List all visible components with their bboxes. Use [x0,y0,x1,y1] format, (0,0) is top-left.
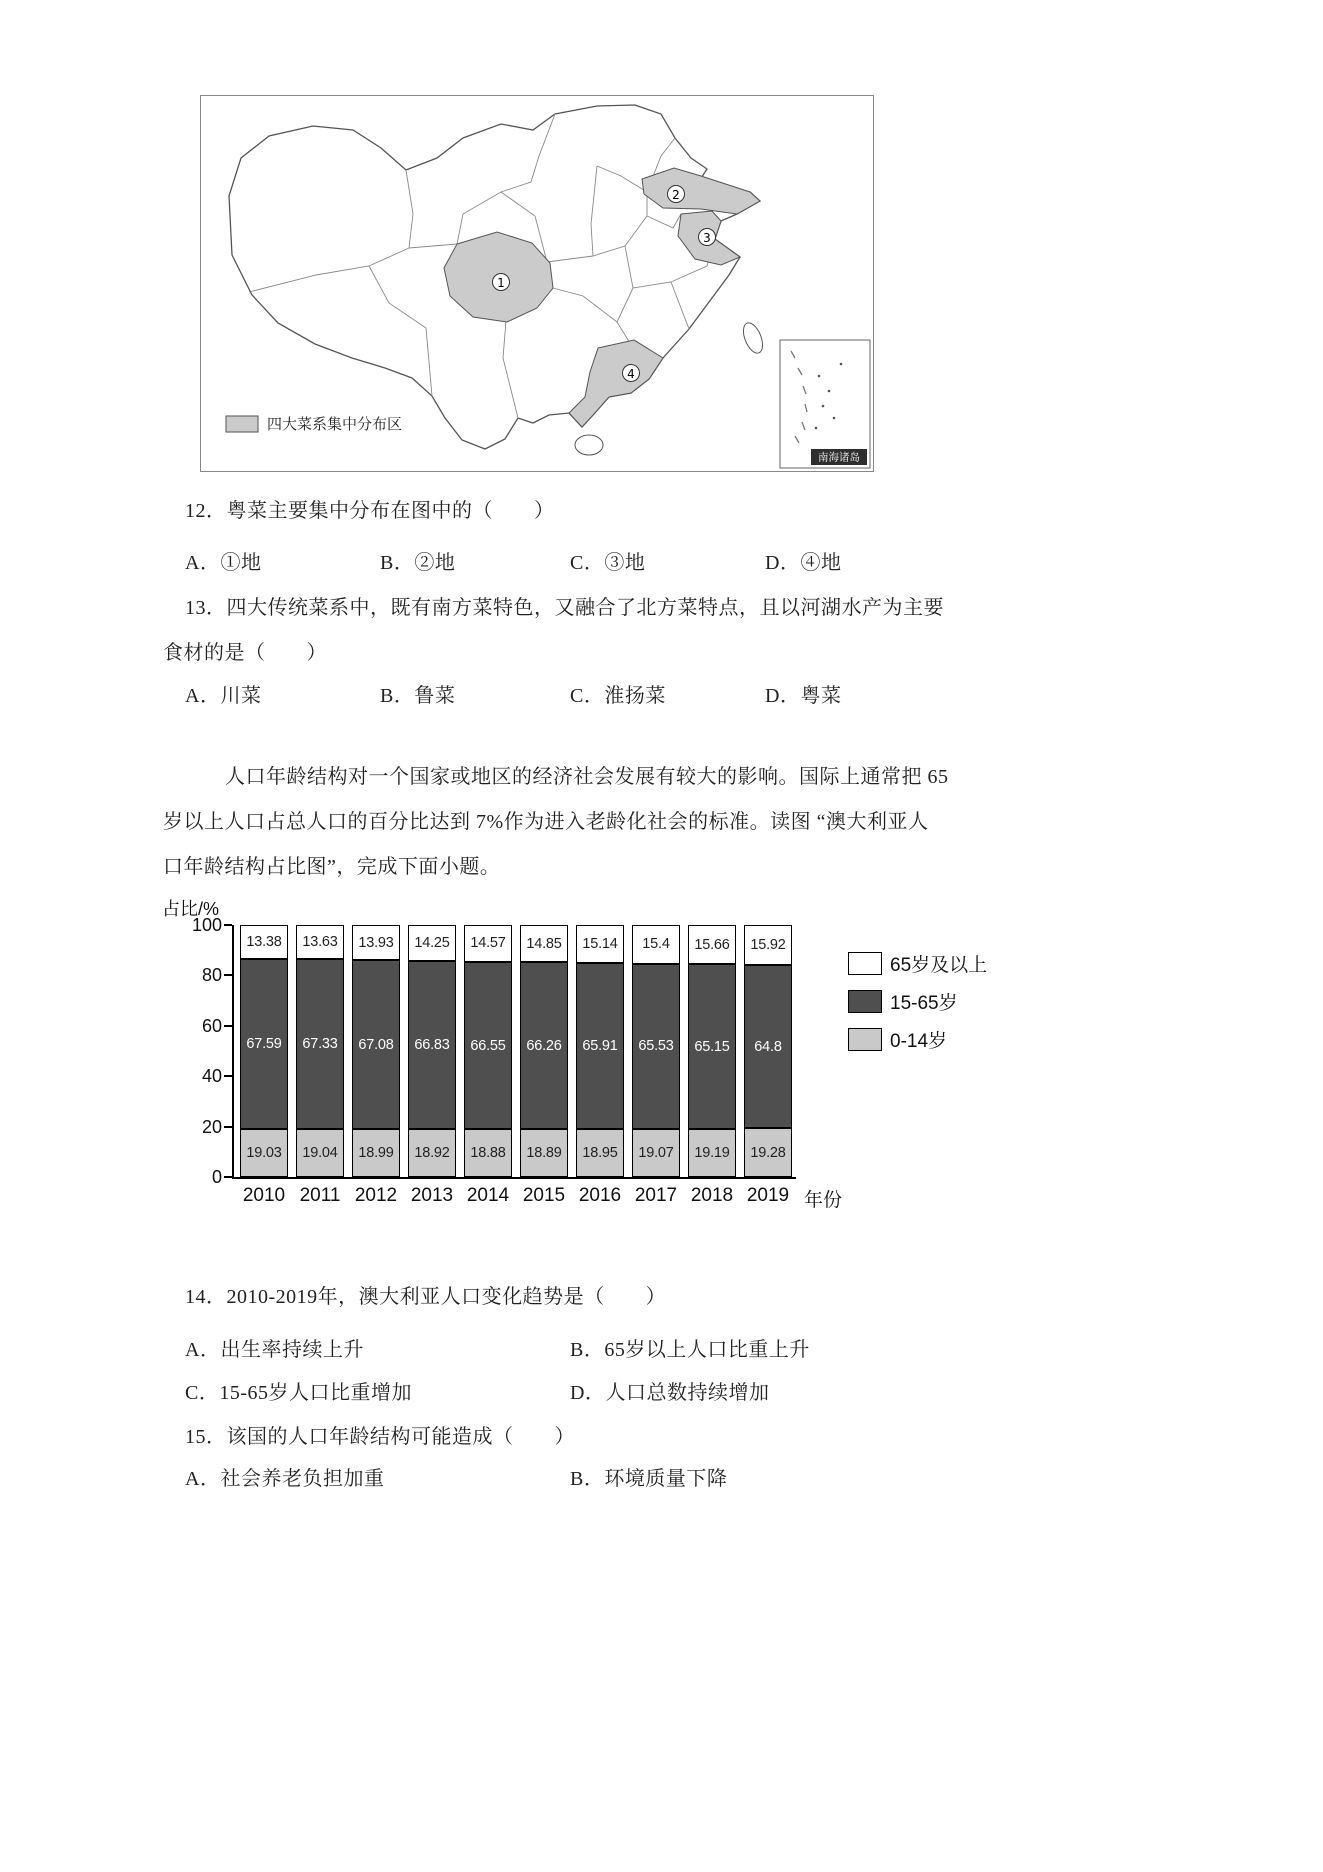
map-legend-swatch [226,416,258,432]
y-tick-mark [224,1025,232,1027]
bar-value-label: 13.38 [246,933,282,950]
bar-segment [632,964,680,1129]
q13-stem-line1: 13．四大传统菜系中，既有南方菜特色，又融合了北方菜特点，且以河湖水产为主要 [185,597,944,619]
bar-value-label: 65.53 [638,1038,674,1055]
passage-line-2: 岁以上人口占总人口的百分比达到 7%作为进入老龄化社会的标准。读图 “澳大利亚人 [163,811,929,833]
svg-text:4: 4 [627,367,635,381]
bar-value-label: 65.91 [582,1038,618,1055]
svg-text:2: 2 [672,188,680,202]
bar-value-label: 67.08 [358,1036,394,1053]
q14-option-a: A．出生率持续上升 [185,1339,364,1361]
bar-segment [688,1129,736,1177]
q14-stem: 14．2010-2019年，澳大利亚人口变化趋势是（ ） [185,1286,667,1308]
map-legend-label: 四大菜系集中分布区 [267,415,403,433]
bar-segment [744,1128,792,1177]
bar-segment [520,1129,568,1177]
bar-value-label: 18.95 [582,1145,618,1162]
bar-value-label: 14.85 [526,935,562,952]
region-marker-1 [493,274,510,291]
region-marker-2 [668,186,685,203]
chart-y-axis-title: 占比/% [162,899,220,919]
inset-label: 南海诸岛 [818,451,860,464]
bar-value-label: 14.57 [470,935,506,952]
x-tick-label: 2017 [634,1185,678,1206]
china-map-svg [201,96,873,471]
y-tick-label: 100 [191,915,222,935]
bar-value-label: 13.63 [302,934,338,951]
y-tick-mark [224,924,232,926]
x-tick-label: 2019 [746,1185,790,1206]
x-tick-label: 2015 [522,1185,566,1206]
x-tick-label: 2016 [578,1185,622,1206]
y-tick-mark [224,974,232,976]
china-cuisine-map-figure [200,95,874,472]
y-tick-mark [224,1075,232,1077]
bar-segment [352,925,400,960]
region-marker-4 [623,365,640,382]
y-tick-label: 60 [201,1015,222,1036]
q13-option-c: C．淮扬菜 [570,685,666,707]
q12-option-d: D．④地 [765,552,842,574]
q12-option-b: B．②地 [380,552,456,574]
population-age-structure-chart [160,893,1240,1238]
bar-segment [744,925,792,965]
x-tick-label: 2018 [690,1185,734,1206]
x-tick-label: 2012 [354,1185,398,1206]
legend-label: 65岁及以上 [890,955,988,976]
bar-segment [464,962,512,1130]
bar-segment [520,962,568,1129]
bar-value-label: 19.07 [638,1144,674,1161]
legend-swatch [848,990,882,1013]
bar-value-label: 18.92 [414,1145,450,1162]
bar-segment [688,925,736,964]
bar-value-label: 15.14 [582,936,618,953]
bar-segment [240,925,288,959]
y-tick-label: 20 [201,1116,222,1137]
y-tick-mark [224,1126,232,1128]
bar-segment [408,1129,456,1177]
q13-stem-line2: 食材的是（ ） [163,642,327,664]
taiwan-island [740,320,767,356]
q14-option-c: C．15-65岁人口比重增加 [185,1382,412,1404]
bar-value-label: 19.28 [750,1144,786,1161]
bar-value-label: 19.04 [302,1145,338,1162]
chart-plot-area [191,915,843,1211]
q12-option-c: C．③地 [570,552,646,574]
region-marker-3 [699,229,716,246]
bar-segment [688,964,736,1128]
bar-segment [352,1129,400,1177]
bar-segment [296,1129,344,1177]
bar-value-label: 19.19 [694,1144,730,1161]
bar-segment [408,925,456,961]
bar-segment [576,925,624,963]
legend-swatch [848,952,882,975]
bar-value-label: 19.03 [246,1145,282,1162]
q14-option-d: D．人口总数持续增加 [570,1382,770,1404]
bar-segment [632,1129,680,1177]
x-tick-label: 2014 [466,1185,510,1206]
legend-row [848,1026,987,1053]
y-tick-label: 40 [201,1066,222,1087]
hainan-island [575,435,603,455]
x-tick-label: 2010 [242,1185,286,1206]
bar-segment [744,965,792,1128]
bar-value-label: 64.8 [754,1038,782,1055]
bar-segment [576,1129,624,1177]
legend-row [848,950,987,977]
chart-legend [848,950,987,1064]
q12-stem: 12．粤菜主要集中分布在图中的（ ） [185,500,555,522]
legend-label: 0-14岁 [890,1031,948,1052]
q13-option-a: A．川菜 [185,685,262,707]
legend-swatch [848,1028,882,1051]
y-tick-label: 80 [201,965,222,986]
q12-option-a: A．①地 [185,552,262,574]
q15-option-a: A．社会养老负担加重 [185,1468,385,1490]
q14-option-b: B．65岁以上人口比重上升 [570,1339,810,1361]
bar-value-label: 18.99 [358,1145,394,1162]
bar-value-label: 66.26 [526,1037,562,1054]
q13-option-d: D．粤菜 [765,685,842,707]
bar-value-label: 67.59 [246,1035,282,1052]
q15-option-b: B．环境质量下降 [570,1468,728,1490]
bar-value-label: 18.89 [526,1145,562,1162]
bar-value-label: 18.88 [470,1145,506,1162]
bar-segment [464,925,512,962]
bar-value-label: 15.92 [750,937,786,954]
passage-line-3: 口年龄结构占比图”，完成下面小题。 [163,856,501,878]
bar-segment [352,960,400,1129]
bar-segment [296,925,344,959]
q13-option-b: B．鲁菜 [380,685,456,707]
legend-row [848,988,987,1015]
y-tick-mark [224,1176,232,1178]
bar-value-label: 66.55 [470,1037,506,1054]
x-tick-label: 2011 [299,1185,341,1206]
svg-text:1: 1 [497,276,505,290]
svg-text:3: 3 [703,231,711,245]
bar-segment [296,959,344,1129]
bar-segment [632,925,680,964]
chart-x-axis-title: 年份 [804,1190,843,1211]
bar-value-label: 13.93 [358,934,394,951]
bar-value-label: 65.15 [694,1038,730,1055]
y-tick-label: 0 [211,1167,222,1187]
bar-value-label: 15.66 [694,936,730,953]
south-china-sea-inset [780,340,870,468]
bar-segment [520,925,568,962]
bar-segment [576,963,624,1129]
x-tick-label: 2013 [410,1185,454,1206]
q15-stem: 15．该国的人口年龄结构可能造成（ ） [185,1426,575,1448]
legend-label: 15-65岁 [890,993,958,1014]
bar-value-label: 14.25 [414,934,450,951]
bar-segment [464,1129,512,1177]
bar-segment [240,1129,288,1177]
bar-value-label: 67.33 [302,1036,338,1053]
bar-segment [240,959,288,1129]
passage-line-1: 人口年龄结构对一个国家或地区的经济社会发展有较大的影响。国际上通常把 65 [225,766,949,788]
bar-segment [408,961,456,1129]
bar-value-label: 66.83 [414,1037,450,1054]
bar-value-label: 15.4 [642,936,670,953]
